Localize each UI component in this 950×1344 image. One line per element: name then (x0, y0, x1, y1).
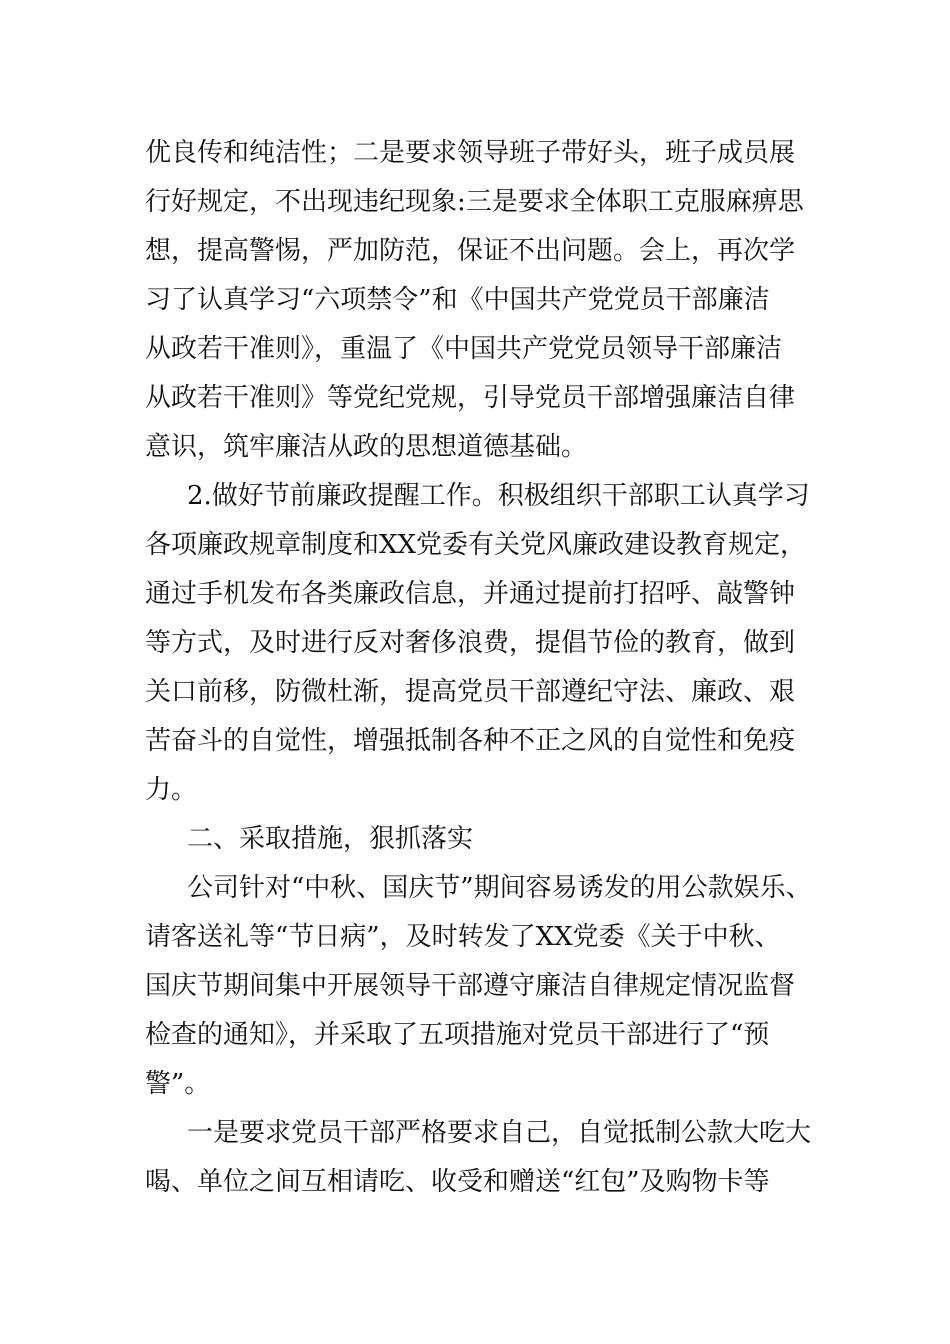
section-heading: 二、采取措施，狠抓落实 (187, 824, 474, 854)
text-line: 力。 (145, 775, 198, 805)
text-line: 想，提高警惕，严加防范，保证不出问题。会上，再次学 (145, 236, 796, 266)
text-line: 一是要求党员干部严格要求自己，自觉抵制公款大吃大 (187, 1118, 812, 1148)
text-line: 警”。 (145, 1069, 211, 1099)
text-line: 意识，筑牢廉洁从政的思想道德基础。 (145, 432, 588, 462)
text-line: 国庆节期间集中开展领导干部遵守廉洁自律规定情况监督 (145, 971, 796, 1001)
text-line: 从政若干准则》，重温了《中国共产党党员领导干部廉洁 (145, 334, 783, 364)
text-line: 等方式，及时进行反对奢侈浪费，提倡节俭的教育，做到 (145, 628, 796, 658)
text-line: 从政若干准则》等党纪党规，引导党员干部增强廉洁自律 (145, 383, 796, 413)
text-line: 关口前移，防微杜渐，提高党员干部遵纪守法、廉政、艰 (145, 677, 796, 707)
text-line: 请客送礼等“节日病”，及时转发了XX党委《关于中秋、 (145, 922, 781, 952)
text-line: 检查的通知》，并采取了五项措施对党员干部进行了“预 (145, 1020, 770, 1050)
text-line: 2.做好节前廉政提醒工作。积极组织干部职工认真学习 (187, 481, 810, 511)
text-line: 通过手机发布各类廉政信息，并通过提前打招呼、敲警钟 (145, 579, 796, 609)
text-line: 优良传和纯洁性；二是要求领导班子带好头，班子成员展 (145, 138, 796, 168)
text-line: 行好规定，不出现违纪现象:三是要求全体职工克服麻痹思 (145, 187, 804, 217)
text-line: 各项廉政规章制度和XX党委有关党风廉政建设教育规定， (145, 530, 807, 560)
text-line: 公司针对“中秋、国庆节”期间容易诱发的用公款娱乐、 (187, 873, 812, 903)
text-line: 喝、单位之间互相请吃、收受和赠送“红包”及购物卡等 (145, 1167, 770, 1197)
text-line: 苦奋斗的自觉性，增强抵制各种不正之风的自觉性和免疫 (145, 726, 796, 756)
text-line: 习了认真学习“六项禁令”和《中国共产党党员干部廉洁 (145, 285, 770, 315)
